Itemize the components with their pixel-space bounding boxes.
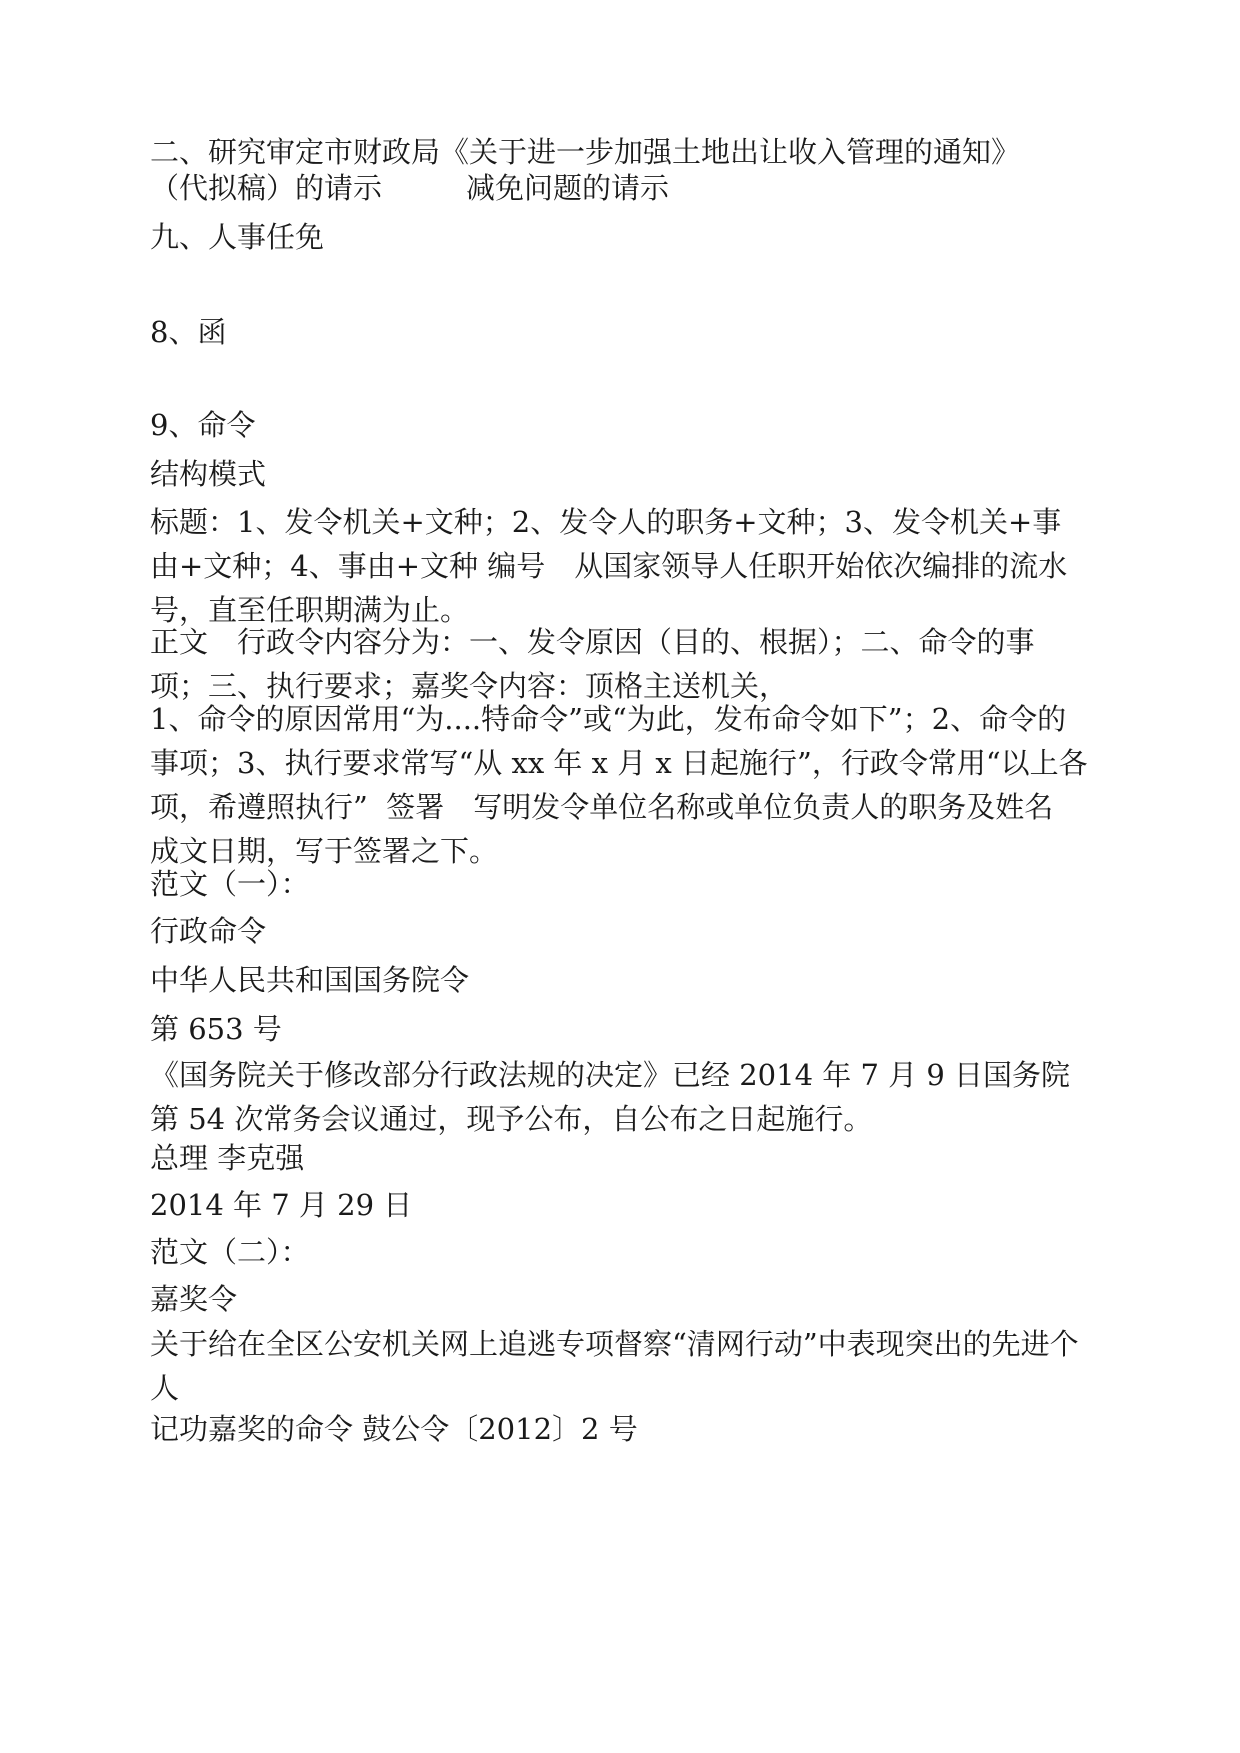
example-1-date: 2014 年 7 月 29 日 [150,1188,413,1222]
body-rules-paragraph: 正文 行政令内容分为：一、发令原因（目的、根据）；二、命令的事项；三、执行要求；嘉奖令内容：顶格主送机关， [150,625,1035,703]
structure-heading: 结构模式 [150,457,267,491]
example-1-body: 《国务院关于修改部分行政法规的决定》已经 2014 年 7 月 9 日国务院第 54 次常务会议通过，现予公布，自公布之日起施行。 [150,1058,1071,1136]
agenda-item-2-line1: 二、研究审定市财政局《关于进一步加强土地出让收入管理的通知》 [150,135,1021,169]
example-1-heading: 范文（一）： [150,867,310,901]
example-2-type: 嘉奖令 [150,1282,238,1316]
example-1-type: 行政命令 [150,914,267,948]
section-9-heading: 9、命令 [150,408,256,442]
agenda-item-2-part1: （代拟稿）的请示 [150,171,383,205]
example-2-heading: 范文（二）： [150,1235,310,1269]
example-1-issuer: 中华人民共和国国务院令 [150,963,470,997]
example-2-title: 关于给在全区公安机关网上追逃专项督察“清网行动”中表现突出的先进个人 [150,1327,1079,1405]
command-rules-paragraph: 1、命令的原因常用“为....特命令”或“为此，发布命令如下”；2、命令的事项；3、执行要求常写“从 xx 年 x 月 x 日起施行”，行政令常用“以上各项，希遵照执行” 签署 写明发令单位名称或单位负责人的职务及姓名 成文日期，写于签署之下。 [150,702,1088,868]
example-2-title-continued: 记功嘉奖的命令 鼓公令〔2012〕2 号 [150,1412,638,1446]
example-1-number: 第 653 号 [150,1012,282,1046]
example-1-signature: 总理 李克强 [150,1141,305,1175]
title-rules-paragraph: 标题：1、发令机关+文种；2、发令人的职务+文种；3、发令机关+事由+文种；4、事由+文种 编号 从国家领导人任职开始依次编排的流水号，直至任职期满为止。 [150,505,1068,627]
section-8-heading: 8、函 [150,315,227,349]
agenda-item-9: 九、人事任免 [150,220,325,254]
agenda-item-2-line2 [150,166,1090,210]
agenda-item-2-part2: 减免问题的请示 [466,171,670,205]
